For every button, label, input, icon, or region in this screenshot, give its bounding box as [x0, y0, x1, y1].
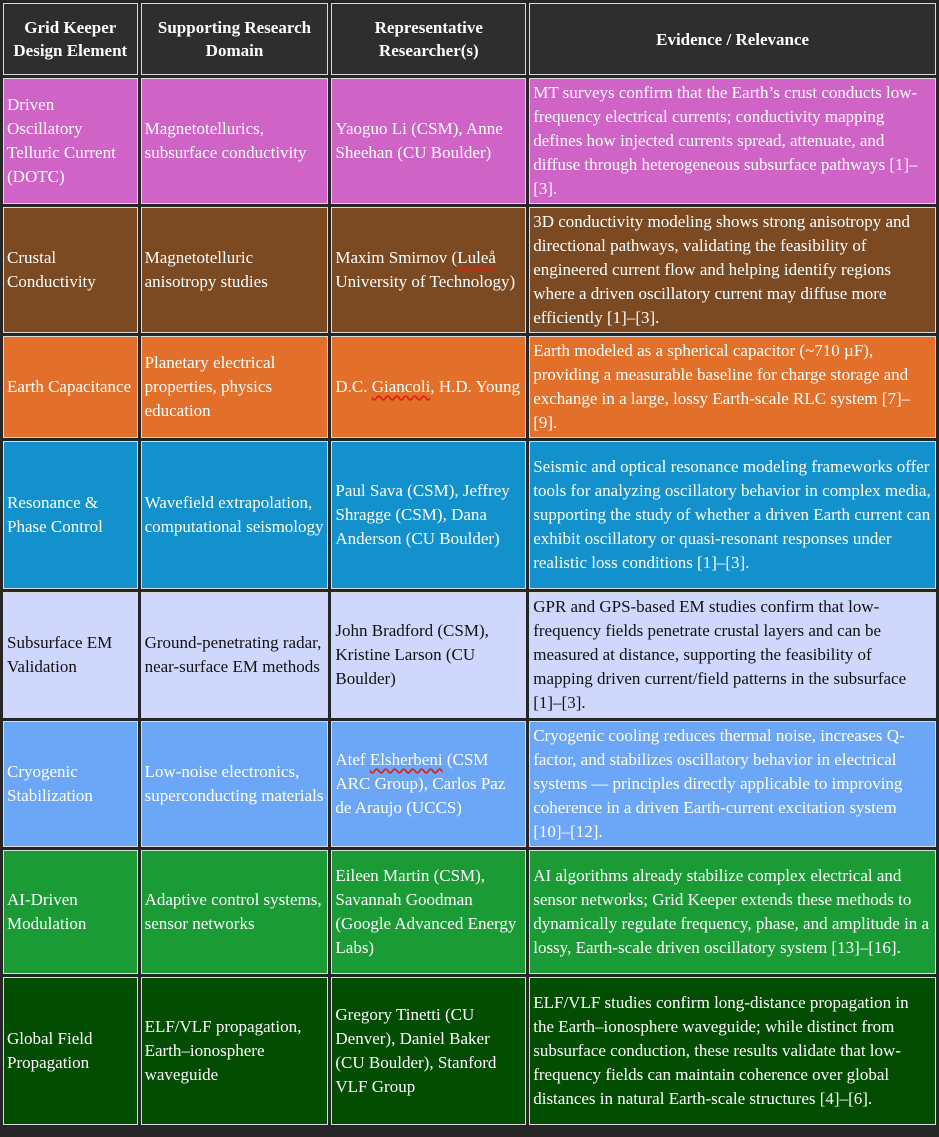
- researchers-text-post: , H.D. Young: [430, 377, 521, 396]
- cell-domain: Adaptive control systems, sensor networks: [141, 850, 329, 974]
- cell-evidence: MT surveys confirm that the Earth’s crust conducts low-frequency electrical currents; conductivity mapping defines how injected currents spread, attenuate, and diffuse through heterogeneous subsurface pathways [1]–[3].: [529, 78, 936, 204]
- researchers-text-post: (CSM ARC Group), Carlos Paz de Araujo (UCCS): [335, 750, 506, 817]
- table-row: [3, 207, 936, 333]
- header-evidence: Evidence / Relevance: [529, 3, 936, 75]
- cell-evidence: Seismic and optical resonance modeling frameworks offer tools for analyzing oscillatory behavior in complex media, supporting the study of whether a driven Earth current can exhibit oscillatory or quasi-resonant responses under realistic loss conditions [1]–[3].: [529, 441, 936, 589]
- table-row: [3, 721, 936, 847]
- researchers-text-pre: D.C.: [335, 377, 372, 396]
- header-researchers: Representative Researcher(s): [331, 3, 526, 75]
- cell-domain: ELF/VLF propagation, Earth–ionosphere waveguide: [141, 977, 329, 1125]
- cell-domain: Magnetotelluric anisotropy studies: [141, 207, 329, 333]
- cell-researchers: Eileen Martin (CSM), Savannah Goodman (Google Advanced Energy Labs): [331, 850, 526, 974]
- table-row: [3, 78, 936, 204]
- cell-domain: Ground-penetrating radar, near-surface EM methods: [141, 592, 329, 718]
- cell-element: Cryogenic Stabilization: [3, 721, 138, 847]
- cell-researchers: [331, 721, 526, 847]
- researchers-text-pre: Atef: [335, 750, 370, 769]
- cell-researchers: [331, 207, 526, 333]
- cell-researchers: [331, 336, 526, 438]
- cell-element: Subsurface EM Validation: [3, 592, 138, 718]
- table-row: [3, 592, 936, 718]
- cell-domain: Wavefield extrapolation, computational seismology: [141, 441, 329, 589]
- cell-researchers: Paul Sava (CSM), Jeffrey Shragge (CSM), Dana Anderson (CU Boulder): [331, 441, 526, 589]
- cell-researchers: John Bradford (CSM), Kristine Larson (CU Boulder): [331, 592, 526, 718]
- cell-domain: Low-noise electronics, superconducting materials: [141, 721, 329, 847]
- cell-evidence: 3D conductivity modeling shows strong anisotropy and directional pathways, validating the feasibility of engineered current flow and helping identify regions where a driven oscillatory current may diffuse more efficiently [1]–[3].: [529, 207, 936, 333]
- table-row: [3, 336, 936, 438]
- researchers-text-post: University of Technology): [335, 272, 516, 291]
- cell-element: Crustal Conductivity: [3, 207, 138, 333]
- cell-domain: Planetary electrical properties, physics education: [141, 336, 329, 438]
- cell-element: Driven Oscillatory Telluric Current (DOTC): [3, 78, 138, 204]
- table-row: [3, 441, 936, 589]
- cell-evidence: AI algorithms already stabilize complex electrical and sensor networks; Grid Keeper extends these methods to dynamically regulate frequency, phase, and amplitude in a lossy, Earth-scale driven oscillatory system [13]–[16].: [529, 850, 936, 974]
- table-row: [3, 850, 936, 974]
- researchers-text-spellcheck: Elsherbeni: [369, 750, 443, 769]
- cell-element: Earth Capacitance: [3, 336, 138, 438]
- header-design-element: Grid Keeper Design Element: [3, 3, 138, 75]
- header-research-domain: Supporting Research Domain: [141, 3, 329, 75]
- cell-element: AI-Driven Modulation: [3, 850, 138, 974]
- cell-evidence: Cryogenic cooling reduces thermal noise, increases Q-factor, and stabilizes oscillatory behavior in electrical systems — principles directly applicable to improving coherence in a driven Earth-current excitation system [10]–[12].: [529, 721, 936, 847]
- cell-researchers: Gregory Tinetti (CU Denver), Daniel Baker (CU Boulder), Stanford VLF Group: [331, 977, 526, 1125]
- header-row: [3, 3, 936, 75]
- cell-domain: Magnetotellurics, subsurface conductivity: [141, 78, 329, 204]
- cell-evidence: Earth modeled as a spherical capacitor (~710 µF), providing a measurable baseline for charge storage and exchange in a large, lossy Earth-scale RLC system [7]–[9].: [529, 336, 936, 438]
- table-row: [3, 977, 936, 1125]
- cell-researchers: Yaoguo Li (CSM), Anne Sheehan (CU Boulder): [331, 78, 526, 204]
- researchers-text-pre: Maxim Smirnov (: [335, 248, 458, 267]
- researchers-text-spellcheck: Luleå: [457, 248, 496, 267]
- researchers-text-spellcheck: Giancoli: [371, 377, 431, 396]
- cell-element: Global Field Propagation: [3, 977, 138, 1125]
- cell-evidence: GPR and GPS-based EM studies confirm that low-frequency fields penetrate crustal layers and can be measured at distance, supporting the feasibility of mapping driven current/field patterns in the subsurface [1]–[3].: [529, 592, 936, 718]
- cell-element: Resonance & Phase Control: [3, 441, 138, 589]
- cell-evidence: ELF/VLF studies confirm long-distance propagation in the Earth–ionosphere waveguide; while distinct from subsurface conduction, these results validate that low-frequency fields can maintain coherence over global distances in natural Earth-scale structures [4]–[6].: [529, 977, 936, 1125]
